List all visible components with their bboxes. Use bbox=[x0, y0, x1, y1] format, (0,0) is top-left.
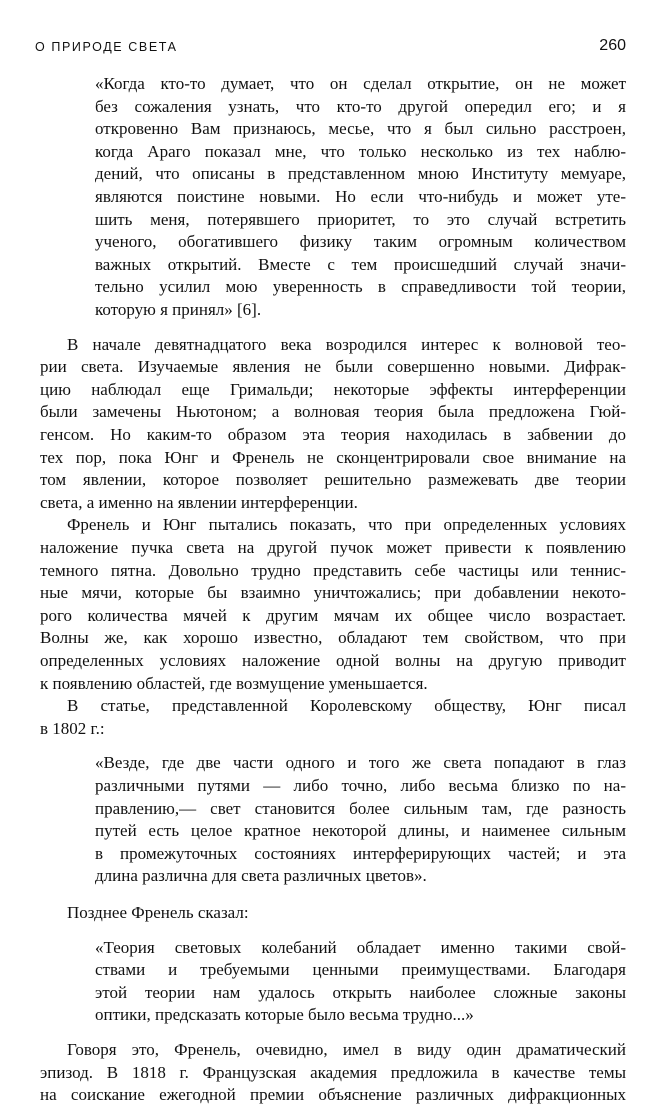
quote-line: откровенно Вам признаюсь, месье, что я был сильно расстроен, bbox=[95, 119, 626, 138]
running-title: О ПРИРОДЕ СВЕТА bbox=[35, 40, 178, 54]
paragraph-line: наложение пучка света на другой пучок может привести к появлению bbox=[40, 538, 626, 557]
quote-line: правлению,— свет становится более сильным там, где разность bbox=[95, 799, 626, 818]
quote-line: «Когда кто-то думает, что он сделал открытие, он не может bbox=[95, 74, 626, 93]
paragraph-line: Позднее Френель сказал: bbox=[67, 903, 249, 922]
paragraph-line: том явлении, которое позволяет решительно размежевать две теории bbox=[40, 470, 626, 489]
quote-line: этой теории нам удалось открыть наиболее сложные законы bbox=[95, 983, 626, 1002]
quote-line: путей есть целое кратное некоторой длины, и наименее сильным bbox=[95, 821, 626, 840]
paragraph-line: рии света. Изучаемые явления не были совершенно новыми. Дифрак- bbox=[40, 357, 626, 376]
quote-line: без сожаления узнать, что кто-то другой опередил его; и я bbox=[95, 97, 626, 116]
paragraph-line: в 1802 г.: bbox=[40, 719, 105, 738]
paragraph-line: эпизод. В 1818 г. Французская академия предложила в качестве темы bbox=[40, 1063, 626, 1082]
paragraph-line: Волны же, как хорошо известно, обладают тем свойством, что при bbox=[40, 628, 626, 647]
quote-line: когда Араго показал мне, что только несколько из тех наблю- bbox=[95, 142, 626, 161]
quote-line: которую я принял» [6]. bbox=[95, 300, 262, 319]
paragraph-line: В статье, представленной Королевскому обществу, Юнг писал bbox=[67, 696, 626, 715]
quote-line: являются поистине новыми. Но если что-нибудь и может уте- bbox=[95, 187, 626, 206]
paragraph-line: Френель и Юнг пытались показать, что при определенных условиях bbox=[67, 515, 626, 534]
paragraph-line: рого количества мячей к другим мячам их общее число возрастает. bbox=[40, 606, 626, 625]
paragraph-line: В начале девятнадцатого века возродился интерес к волновой тео- bbox=[67, 335, 626, 354]
paragraph-line: цию наблюдал еще Гримальди; некоторые эффекты интерференции bbox=[40, 380, 626, 399]
paragraph-line: были замечены Ньютоном; а волновая теория была предложена Гюй- bbox=[40, 402, 626, 421]
paragraph-line: темного пятна. Довольно трудно представить себе частицы или теннис- bbox=[40, 561, 626, 580]
paragraph-line: к появлению областей, где возмущение уменьшается. bbox=[40, 674, 428, 693]
quote-line: в промежуточных состояниях интерферирующих частей; и эта bbox=[95, 844, 626, 863]
paragraph-line: света, а именно на явлении интерференции. bbox=[40, 493, 358, 512]
quote-line: важных открытий. Вместе с тем происшедший случай значи- bbox=[95, 255, 626, 274]
paragraph-line: ные мячи, которые бы взаимно уничтожались; при добавлении некото- bbox=[40, 583, 626, 602]
quote-line: шить меня, потерявшего приоритет, то это случай встретить bbox=[95, 210, 626, 229]
quote-line: различными путями — либо точно, либо весьма близко по на- bbox=[95, 776, 626, 795]
quote-line: оптики, предсказать которые было весьма трудно...» bbox=[95, 1005, 474, 1024]
paragraph-line: на соискание ежегодной премии объяснение различных дифракционных bbox=[40, 1085, 626, 1104]
quote-line: «Везде, где две части одного и того же света попадают в глаз bbox=[95, 753, 626, 772]
quote-line: ученого, обогатившего физику таким огромным количеством bbox=[95, 232, 626, 251]
page-number: 260 bbox=[599, 37, 626, 54]
quote-line: длина различна для света различных цветов». bbox=[95, 866, 427, 885]
quote-line: дений, что описаны в представленном мною Институту мемуаре, bbox=[95, 164, 626, 183]
paragraph-line: тех пор, пока Юнг и Френель не сконцентрировали свое внимание на bbox=[40, 448, 626, 467]
paragraph-line: определенных условиях наложение одной волны на другую приводит bbox=[40, 651, 626, 670]
quote-line: «Теория световых колебаний обладает именно такими свой- bbox=[95, 938, 626, 957]
quote-line: тельно усилил мою уверенность в справедливости той теории, bbox=[95, 277, 626, 296]
quote-line: ствами и требуемыми ценными преимуществами. Благодаря bbox=[95, 960, 626, 979]
paragraph-line: генсом. Но каким-то образом эта теория находилась в забвении до bbox=[40, 425, 626, 444]
paragraph-line: Говоря это, Френель, очевидно, имел в виду один драматический bbox=[67, 1040, 626, 1059]
